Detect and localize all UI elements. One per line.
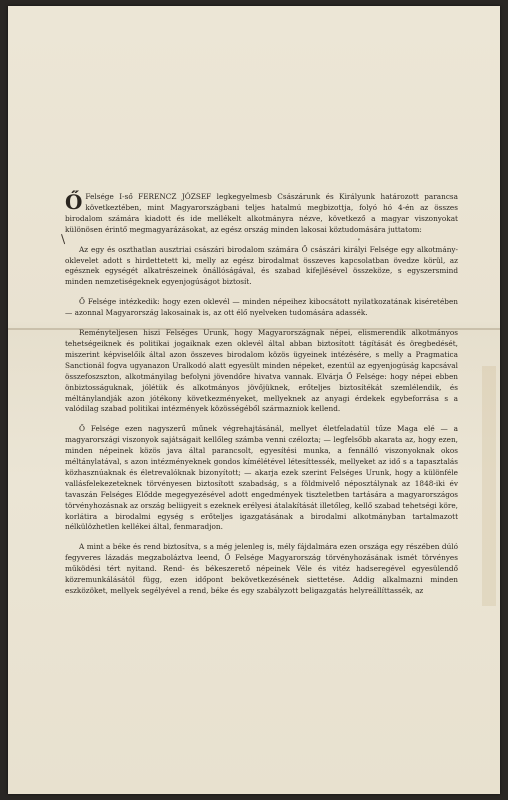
paragraph-5: Ő Felsége ezen nagyszerű műnek végrehajtásánál, mellyet életfeladatúl tűze Maga elé — a magyarországi viszonyok sajátságait kellőleg számba venni czéloztа; — legfelsőbb akarata az, hogy ezen, minden népeinek közös java által parancsolt, egyesítési munka, a fennálló viszonyoknak okos méltánylatával, s azon intézményeknek gondos kímélétével létesíttessék, mellyeket az idő s a tapasztalás közhasznúaknak és életrevalóknak bizonyított; — akarja ezek szerint Felséges Urunk, hogy a különféle vallásfelekezeteknek törvényesen biztosított szabadság, s a földmivelő néposztálynak az 1848-iki év tavaszán Felséges Elődde megegyezésével adott engedmények tiszteletben tartására a magyarországos törvényhozásnak az ország beliigyeit s ezeknek erélyesi átalakítását illetőleg, kellő szabad tehetségi köre, korlátira a birodalmi egység s erőteljes igazgatásának a birodalmi alkotmányban tartalmazott nélkülözhetlen kellékei által, fenmaradjon. — [65, 424, 458, 532]
paragraph-3: Ő Felsége intézkedik: hogy ezen oklevél — minden népeihez kibocsátott nyilatkozatának kiséretében — azonnal Magyarország lakosainak is, az ott élő nyelveken tudomására adassék. — [65, 297, 458, 318]
handwritten-mark: / — [57, 232, 69, 246]
document-text — [65, 192, 458, 606]
paragraph-6: A mint a béke és rend biztosítva, s a még jelenleg is, mély fájdalmára ezen országa egy részében dúló fegyveres lázadás megzaboláztva leend, Ő Felsége Magyarország törvényhozásának ismét törvényes működési tért nyitand. Rend- és békeszerető népeinek Véle és vitéz hadseregével egyesülendő közremunkálásától függ, ezen időpont bekövetkezésének siettetése. Addig alkalmazni minden eszközöket, mellyek segélyével a rend, béke és egy szabályzott beligazgatás helyreállíttassék, az — [65, 542, 458, 595]
paragraph-1 — [65, 192, 458, 236]
page-stain — [482, 366, 496, 606]
initial-letter: Ő — [65, 190, 83, 214]
paragraph-2: Az egy és oszthatlan ausztriai császári birodalom számára Ő császári királyi Felsége egy alkotmány-oklevelet adott s hirdettetett ki, melly az egész birodalmat összeves kapcsolatban övedze körül, az egésznek egységét alkatrészeinek önállóságával, és szabad kifejlésével összeköze, s egyszersmind minden nemzetiségeknek egyenjogúságot biztosít. — [65, 244, 458, 287]
ink-dot: ❜ — [358, 238, 360, 245]
document-page — [8, 6, 500, 794]
paragraph-4: Reményteljesen hiszi Felséges Urunk, hogy Magyarországnak népei, elismerendik alkotmányos tehetségeiknek és politikai jogaiknak ezen oklevél által abban biztosított tágítását és öregbedését, miszerint képviselőik által azon összeves birodalom közös ügyeinek intézésére, s melly a Pragmatica Sanctionál fogva ugyanazon Uralkodó alatt egyesült minden népeket, ezentúl az egyenjogúság kapcsával összefoszszton, alkotmányilag befolyni jövendőre hivatva vannak. Elvárja Ő Felsége: hogy népei ebben önbiztosságuknak, jólétük és alkotmányos jövőjüknek, erőteljes biztosítékát szemlélendik, és méltánylandják azon jótékony következményeket, mellyeknek az anyagi érdekek egybeforrása s a valódilag szabad politikai intézmények közösségéből származniok kellend. — [65, 328, 458, 414]
paragraph-text: Felsége I-ső FERENCZ JÓZSEF legkegyelmesb Császárunk és Királyunk határozott parancsa következtében, mint Magyarországbani teljes hatalmú megbizottja, folyó hó 4-én az összes birodalom számára kiadott és ide mellékelt alkotmányra nézve, következő a magyar viszonyokat különösen érintő megmagyarázásokat, az egész ország minden lakosai köztudomására juttatom: — [65, 192, 458, 234]
